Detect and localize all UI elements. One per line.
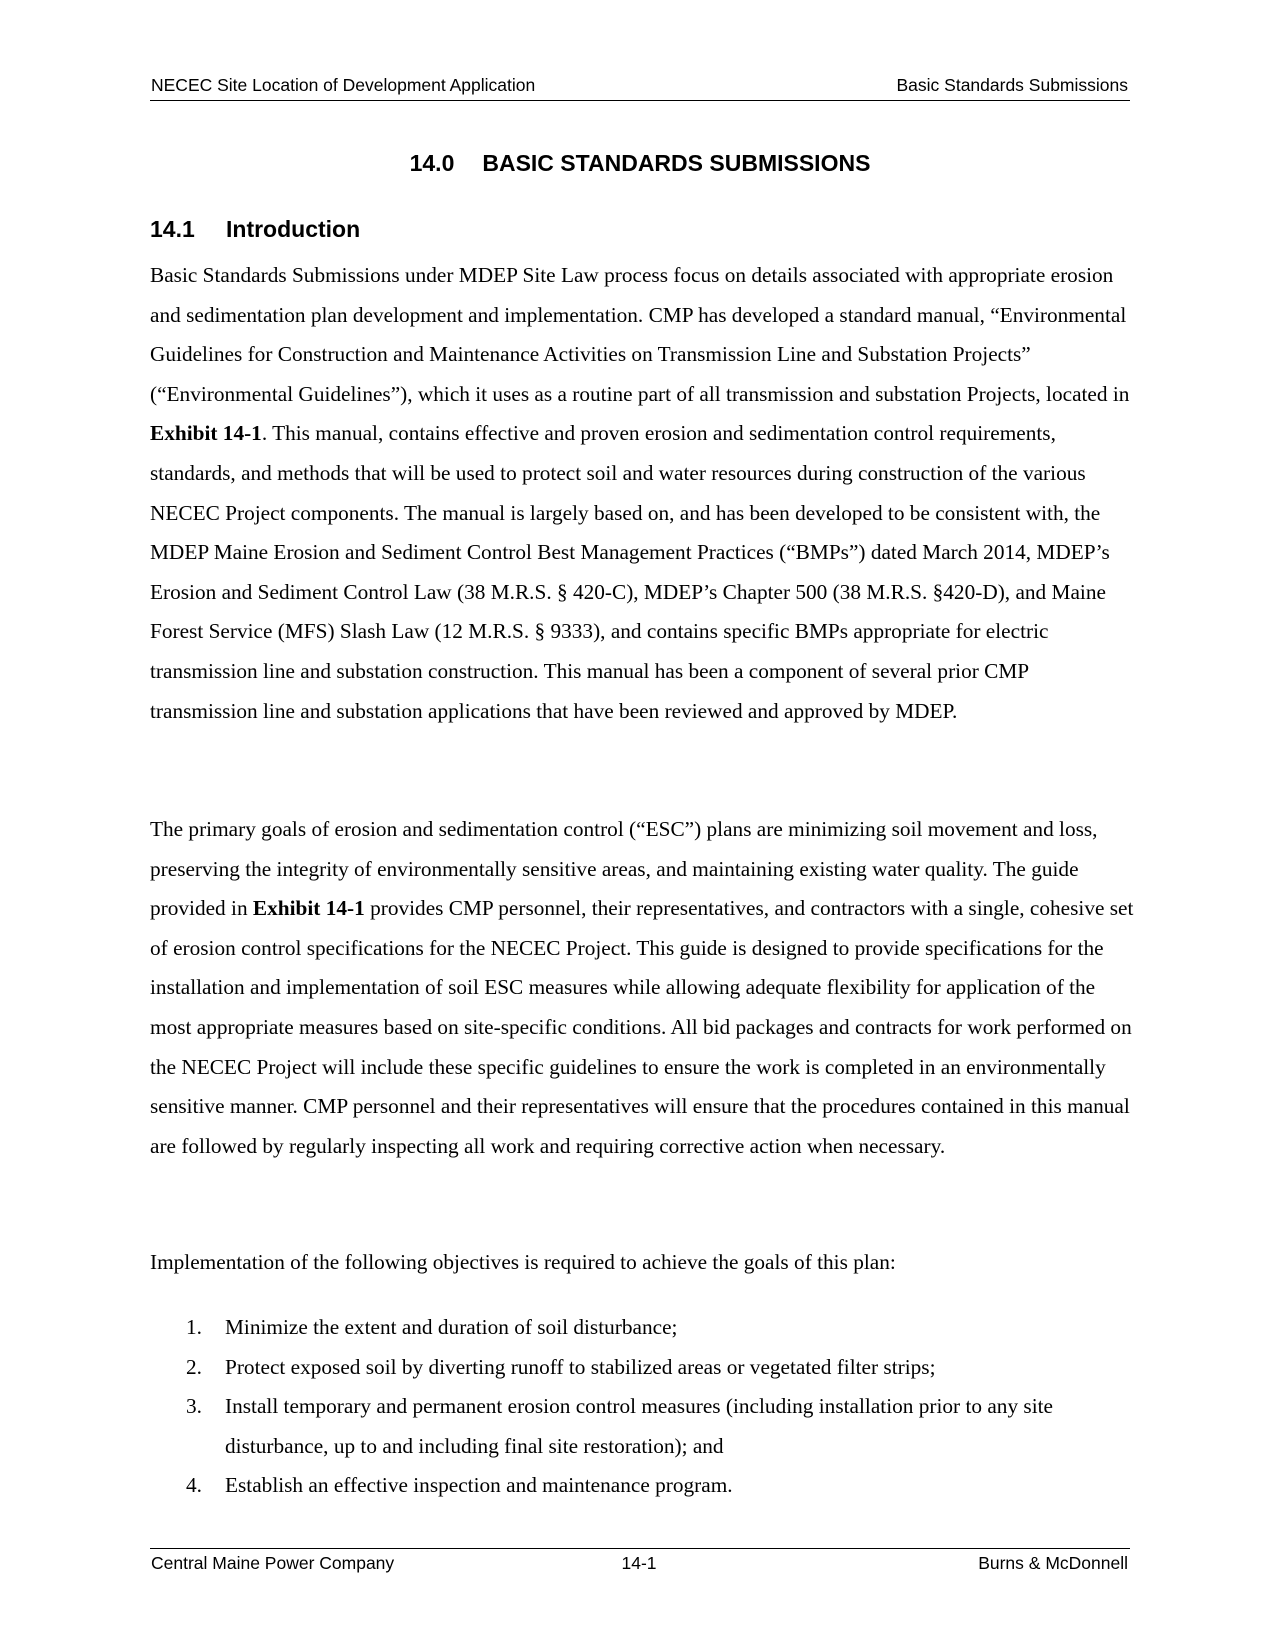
list-item-number: 2. — [186, 1354, 202, 1379]
paragraph-text: provides CMP personnel, their representatives, and contractors with a single, cohesive set of erosion control specifications for the NECEC Project. This guide is designed to provide specifications for the installation and implementation of soil ESC measures while allowing adequate flexibility for application of the most appropriate measures based on site-specific conditions. All bid packages and contracts for work performed on the NECEC Project will include these specific guidelines to ensure the work is completed in an environmentally sensitive manner. CMP personnel and their representatives will ensure that the procedures contained in this manual are followed by regularly inspecting all work and requiring corrective action when necessary. — [150, 896, 1134, 1158]
list-item-text: Protect exposed soil by diverting runoff to stabilized areas or vegetated filter strips; — [225, 1354, 936, 1379]
list-item-number: 1. — [186, 1315, 202, 1339]
subsection-heading — [150, 216, 360, 243]
list-item — [150, 1466, 1135, 1506]
list-item-number: 4. — [186, 1473, 202, 1498]
paragraph-text: The primary goals of erosion and sedimentation control (“ESC”) plans are minimizing soil movement and loss, preserving the integrity of environmentally sensitive areas, and maintaining existing water quality. The guide provided in — [150, 817, 1098, 921]
section-heading — [150, 150, 1130, 177]
exhibit-reference: Exhibit 14-1 — [252, 896, 365, 921]
paragraph-objectives-intro: Implementation of the following objectives is required to achieve the goals of this plan: — [150, 1250, 896, 1274]
paragraph-text: Basic Standards Submissions under MDEP Site Law process focus on details associated with appropriate erosion and sedimentation plan development and implementation. CMP has developed a standard manual, “Environmental Guidelines for Construction and Maintenance Activities on Transmission Line and Substation Projects” (“Environmental Guidelines”), which it uses as a routine part of all transmission and substation Projects, located in — [150, 263, 1130, 406]
list-item — [150, 1308, 1135, 1348]
subsection-title: Introduction — [226, 216, 361, 242]
paragraph-text: . This manual, contains effective and proven erosion and sedimentation control requirements, standards, and methods that will be used to protect soil and water resources during construction of the various NECEC Project components. The manual is largely based on, and has been developed to be consistent with, the MDEP Maine Erosion and Sediment Control Best Management Practices (“BMPs”) dated March 2014, MDEP’s Erosion and Sediment Control Law (38 M.R.S. § 420-C), MDEP’s Chapter 500 (38 M.R.S. §420-D), and Maine Forest Service (MFS) Slash Law (12 M.R.S. § 9333), and contains specific BMPs appropriate for electric transmission line and substation construction. This manual has been a component of several prior CMP transmission line and substation applications that have been reviewed and approved by MDEP. — [150, 421, 1110, 723]
section-number: 14.0 — [409, 150, 455, 176]
subsection-number: 14.1 — [150, 216, 195, 242]
list-item-text: Install temporary and permanent erosion control measures (including installation prior to any site disturbance, up to and including final site restoration); and — [225, 1394, 1053, 1458]
list-item — [150, 1387, 1135, 1466]
paragraph-goals — [150, 810, 1135, 1166]
footer-company: Central Maine Power Company — [151, 1553, 395, 1573]
page-footer — [150, 1548, 1130, 1577]
page-number: 14-1 — [621, 1553, 657, 1573]
page-header — [150, 74, 1130, 101]
header-section-name: Basic Standards Submissions — [896, 75, 1128, 95]
header-document-title: NECEC Site Location of Development Application — [151, 75, 536, 95]
objectives-list — [150, 1308, 1135, 1506]
section-title: BASIC STANDARDS SUBMISSIONS — [482, 150, 871, 176]
list-item-text: Minimize the extent and duration of soil disturbance; — [225, 1315, 678, 1339]
footer-consultant: Burns & McDonnell — [978, 1553, 1128, 1573]
list-item-text: Establish an effective inspection and maintenance program. — [225, 1473, 733, 1498]
list-item — [150, 1348, 1135, 1388]
list-item-number: 3. — [186, 1394, 202, 1419]
exhibit-reference: Exhibit 14-1 — [150, 421, 262, 446]
paragraph-intro — [150, 256, 1135, 731]
